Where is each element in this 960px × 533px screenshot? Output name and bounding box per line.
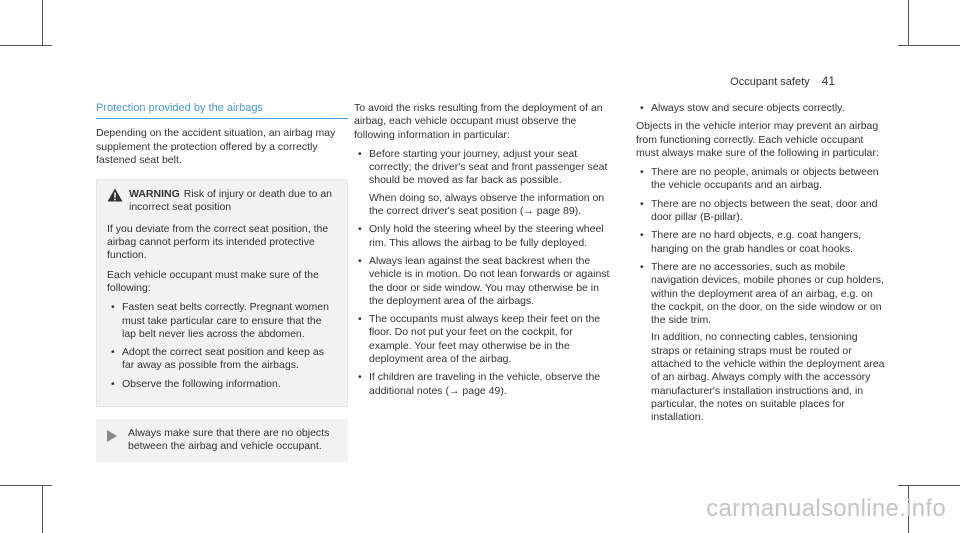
warning-box [96,179,348,407]
crop-mark [42,485,43,533]
list-item-subtext: When doing so, always observe the information on the correct driver's seat position (→ page 89). [369,191,605,218]
instruction-list [354,148,616,398]
list-item: • There are no objects between the seat, door and door pillar (B-pillar). [636,198,888,225]
paragraph: Objects in the vehicle interior may prevent an airbag from functioning correctly. Each vehicle occupant must always make sure of the following in particular: [636,120,879,159]
list-item: • Observe the following information. [107,378,337,391]
note-box [96,419,348,462]
list-item: • There are no hard objects, e.g. coat hangers, hanging on the grab handles or coat hooks. [636,229,888,256]
section-header-title: Occupant safety [730,76,810,88]
crop-mark [42,0,43,46]
section-heading: Protection provided by the airbags [96,102,348,119]
warning-paragraph: Each vehicle occupant must make sure of the following: [107,268,319,294]
warning-triangle-icon [107,188,123,202]
column-right [636,102,888,430]
warning-label: WARNING [129,188,180,201]
warning-title-text: Risk of injury or death due to an incorrect seat position [129,188,333,214]
list-item: • Always stow and secure objects correctly. [636,102,888,115]
warning-list [107,301,337,391]
list-item: • If children are traveling in the vehicle, observe the additional notes (→ page 49). [354,371,616,398]
note-text: Always make sure that there are no objects between the airbag and vehicle occupant. [128,427,330,453]
condition-list [636,166,888,424]
intro-paragraph: Depending on the accident situation, an airbag may supplement the protection offered by a correctly fastened seat belt. [96,127,336,166]
instruction-list [636,102,888,115]
list-item-text: • There are no accessories, such as mobile navigation devices, mobile phones or cup holders, within the deployment area of an airbag, e.g. on the cockpit, on the door, on the side window or on the side trim. [651,260,884,327]
page-number: 41 [821,74,835,88]
crop-mark [898,45,960,46]
column-left [96,102,348,462]
warning-paragraph: If you deviate from the correct seat position, the airbag cannot perform its intended protective function. [107,222,329,262]
column-middle [354,102,616,403]
intro-paragraph: To avoid the risks resulting from the deployment of an airbag, each vehicle occupant must observe the following information in particular: [354,102,603,141]
list-item: • There are no people, animals or objects between the vehicle occupants and an airbag. [636,166,888,193]
list-item-text: • Before starting your journey, adjust your seat correctly; the driver's seat and front passenger seat should be moved as far back as possible. [369,147,608,187]
note-arrow-icon [106,429,118,443]
warning-header [107,188,337,215]
crop-mark [908,0,909,46]
crop-mark [0,485,52,486]
crop-mark [0,45,52,46]
list-item [636,261,888,425]
list-item: • Adopt the correct seat position and keep as far away as possible from the airbags. [107,346,337,373]
page-header [730,74,835,88]
list-item: • The occupants must always keep their feet on the floor. Do not put your feet on the cockpit, for example. Your feet may otherwise be in the deployment area of the airbag. [354,313,616,366]
warning-title [129,188,337,215]
list-item: • Always lean against the seat backrest when the vehicle is in motion. Do not lean forwards or against the door or side window. You may otherwise be in the deployment area of the airbags. [354,255,616,308]
list-item: • Fasten seat belts correctly. Pregnant women must take particular care to ensure that the lap belt never lies across the abdomen. [107,301,337,341]
crop-mark [898,485,960,486]
watermark: carmanualsonline.info [706,495,946,522]
list-item-subtext: In addition, no connecting cables, tensioning straps or retaining straps must be routed or attached to the vehicle within the deployment area of an airbag. Always comply with the accessory manufacturer's installation instructions and, in particular, the notes on suitable places for installation. [651,331,885,424]
list-item [354,148,616,218]
list-item: • Only hold the steering wheel by the steering wheel rim. This allows the airbag to be fully deployed. [354,223,616,250]
